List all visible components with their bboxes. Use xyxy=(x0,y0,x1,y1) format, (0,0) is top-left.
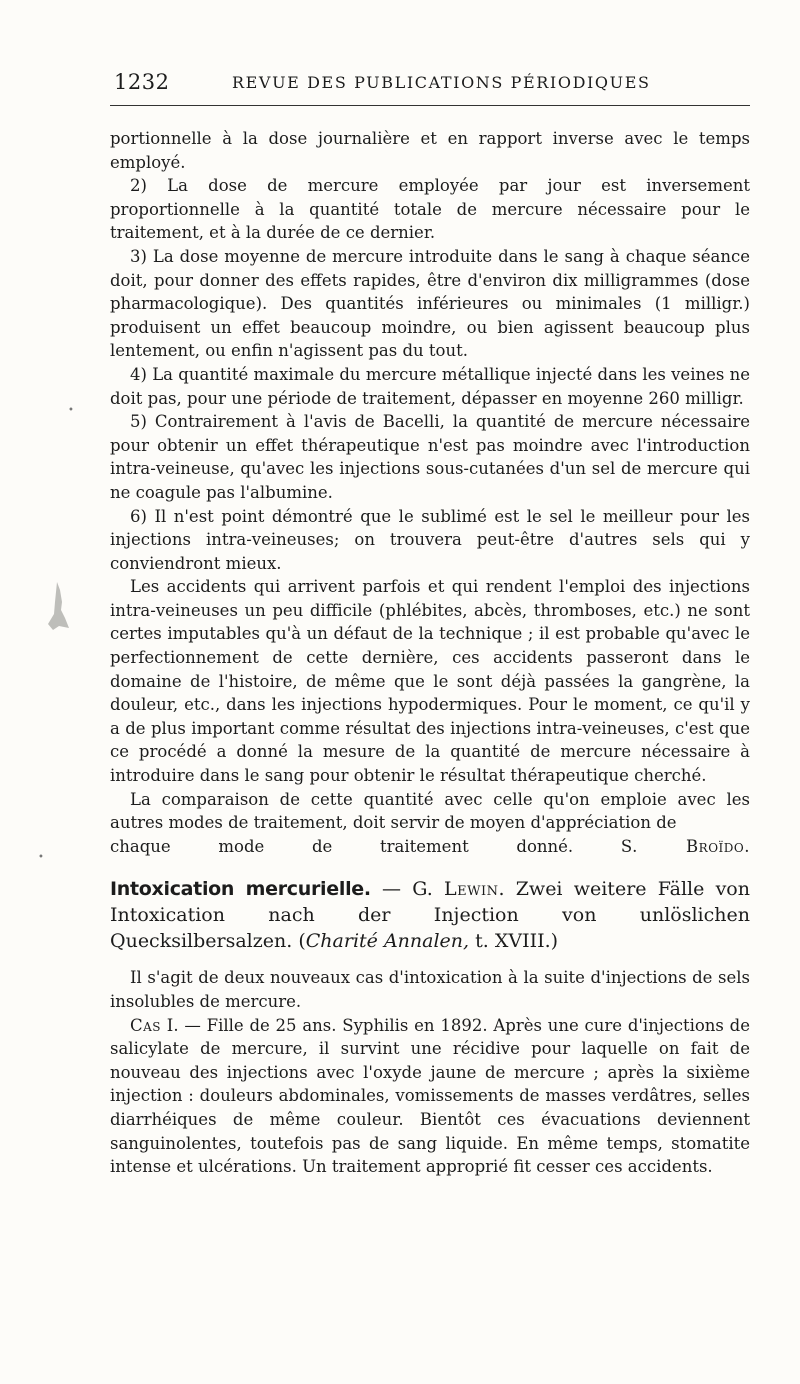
signature-line xyxy=(110,835,750,859)
section-author: Lewin xyxy=(443,878,499,901)
section-title: Intoxication mercurielle. xyxy=(110,878,371,901)
running-title: REVUE DES PUBLICATIONS PÉRIODIQUES xyxy=(232,73,651,92)
ink-stain-mark xyxy=(45,580,71,635)
paragraph: 6) Il n'est point démontré que le sublimé est le sel le meilleur pour les injections intra-veineuses; on trouvera peut-être d'autres sels qui y conviendront mieux. xyxy=(110,506,750,573)
paragraph: 4) La quantité maximale du mercure métallique injecté dans les veines ne doit pas, pour une période de traitement, dépasser en moyenne 260 milligr. xyxy=(110,364,750,408)
paragraph: 3) La dose moyenne de mercure introduite dans le sang à chaque séance doit, pour donner des effets rapides, être d'environ dix milligrammes (dose pharmacologique). Des quantités inférieures ou minimales (1 milligr.) produisent un effet beaucoup moindre, ou bien agissent beaucoup plus lentement, ou enfin n'agissent pas du tout. xyxy=(110,246,750,361)
signature: S. Broïdo. xyxy=(620,836,750,856)
section-heading xyxy=(110,876,750,954)
paragraph: 5) Contrairement à l'avis de Bacelli, la quantité de mercure nécessaire pour obtenir un effet thérapeutique n'est pas moindre avec l'introduction intra-veineuse, qu'avec les injections sous-cutanées d'un sel de mercure qui ne coagule pas l'albumine. xyxy=(110,412,750,502)
paragraph: 2) La dose de mercure employée par jour est inversement proportionnelle à la quantité totale de mercure nécessaire pour le traitement, et à la durée de ce dernier. xyxy=(110,176,750,243)
case-text: I. — Fille de 25 ans. Syphilis en 1892. Après une cure d'injections de salicylate de mercure, il survint une récidive pour laquelle on fait de nouveau des injections avec l'oxyde jaune de mercure ; après la sixième injection : douleurs abdominales, vomissements de masses verdâtres, selles diarrhéiques de même couleur. Bientôt ces évacuations deviennent sanguinolentes, toutefois pas de sang liquide. En même temps, stomatite intense et ulcérations. Un traitement approprié fit cesser ces accidents. xyxy=(110,1015,750,1177)
paragraph: Les accidents qui arrivent parfois et qui rendent l'emploi des injections intra-veineuses un peu difficile (phlébites, abcès, thromboses, etc.) ne sont certes imputables qu'à un défaut de la technique ; il est probable qu'avec le perfectionnement de cette dernière, ces accidents passeront dans le domaine de l'histoire, de même que le sont déjà passées la gangrène, la douleur, etc., dans les injections hypodermiques. Pour le moment, ce qu'il y a de plus important comme résultat des injections intra-veineuses, c'est que ce procédé a donné la mesure de la quantité de mercure nécessaire à introduire dans le sang pour obtenir le résultat thérapeutique cherché. xyxy=(110,577,750,786)
page-header xyxy=(110,70,750,100)
paragraph: portionnelle à la dose journalière et en rapport inverse avec le temps employé. xyxy=(110,129,750,172)
paragraph: La comparaison de cette quantité avec celle qu'on emploie avec les autres modes de traitement, doit servir de moyen d'appréciation de xyxy=(110,789,750,833)
source-volume: t. XVIII.) xyxy=(469,930,559,953)
article-body xyxy=(110,127,750,1179)
section-title-rest: . Zwei weitere Fälle von Intoxication nach der Injection von unlöslichen Quecksilbersalzen. xyxy=(110,878,750,953)
source-open: ( xyxy=(298,930,306,953)
margin-dot: • xyxy=(68,405,74,416)
header-rule xyxy=(110,105,750,106)
margin-dot: • xyxy=(38,852,44,863)
source-journal: Charité Annalen, xyxy=(305,930,470,953)
page-number: 1232 xyxy=(114,70,170,94)
paragraph: Il s'agit de deux nouveaux cas d'intoxication à la suite d'injections de sels insolubles de mercure. xyxy=(110,968,750,1011)
case-label: Cas xyxy=(130,1015,162,1035)
author-prefix: — G. xyxy=(370,878,444,901)
paragraph-end: chaque mode de traitement donné. xyxy=(110,836,574,856)
case-paragraph xyxy=(110,1014,750,1179)
